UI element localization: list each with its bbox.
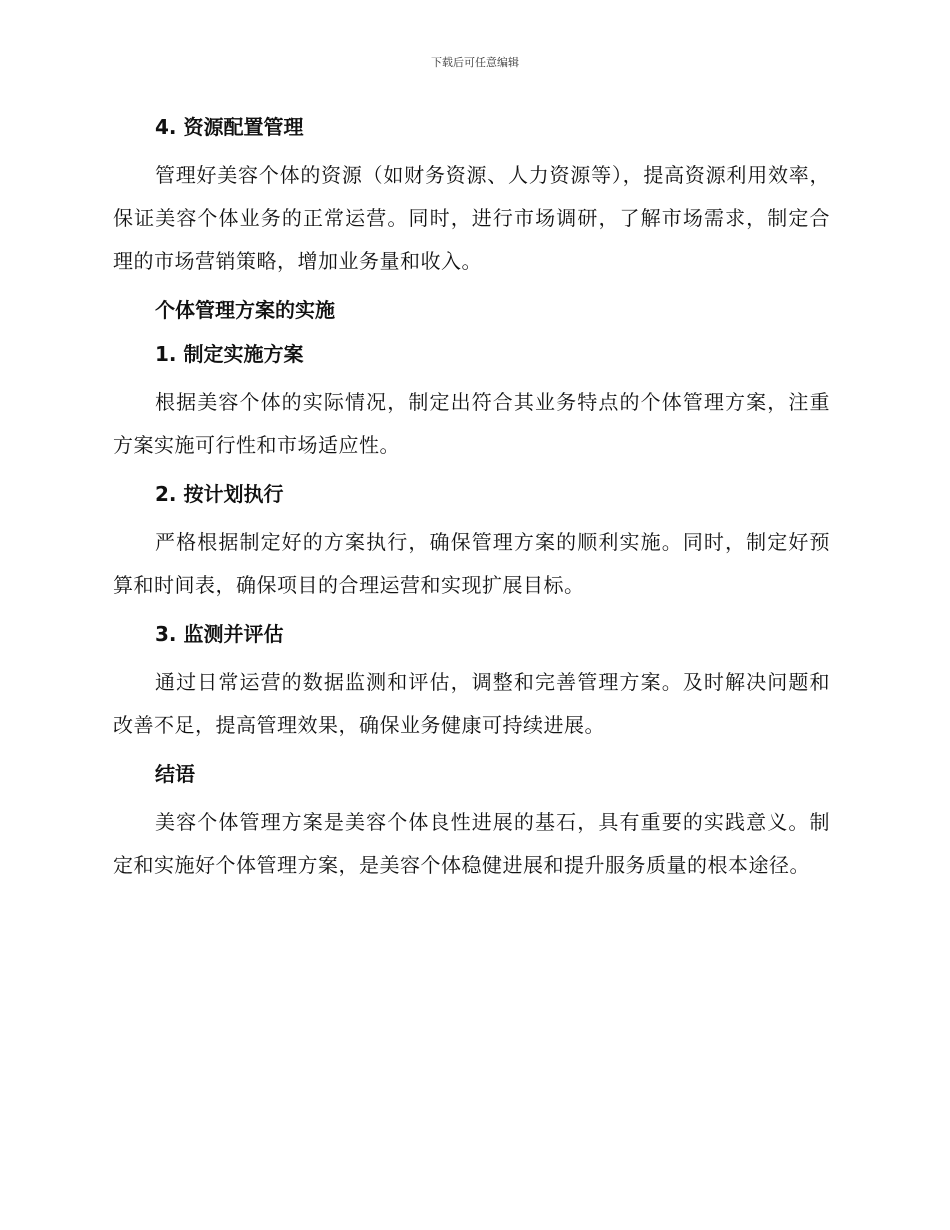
section-heading-implementation: 个体管理方案的实施 [155,298,335,322]
section-heading-execute-plan: 2. 按计划执行 [155,482,284,506]
paragraph-execute-plan: 严格根据制定好的方案执行，确保管理方案的顺利实施。同时，制定好预算和时间表，确保项目的合理运营和实现扩展目标。 [113,530,830,597]
paragraph-monitor-evaluate: 通过日常运营的数据监测和评估，调整和完善管理方案。及时解决问题和改善不足，提高管理效果，确保业务健康可持续进展。 [113,670,830,737]
page-header: 下载后可任意编辑 [431,56,519,69]
document-body [113,110,830,897]
paragraph-conclusion: 美容个体管理方案是美容个体良性进展的基石，具有重要的实践意义。制定和实施好个体管理方案，是美容个体稳健进展和提升服务质量的根本途径。 [113,810,830,877]
paragraph-make-plan: 根据美容个体的实际情况，制定出符合其业务特点的个体管理方案，注重方案实施可行性和市场适应性。 [113,390,830,457]
section-heading-monitor-evaluate: 3. 监测并评估 [155,622,284,646]
paragraph-resource-management: 管理好美容个体的资源（如财务资源、人力资源等），提高资源利用效率，保证美容个体业务的正常运营。同时，进行市场调研，了解市场需求，制定合理的市场营销策略，增加业务量和收入。 [113,163,830,273]
section-heading-conclusion: 结语 [155,762,195,786]
section-heading-make-plan: 1. 制定实施方案 [155,342,304,366]
section-heading-resource-management: 4. 资源配置管理 [155,115,304,139]
